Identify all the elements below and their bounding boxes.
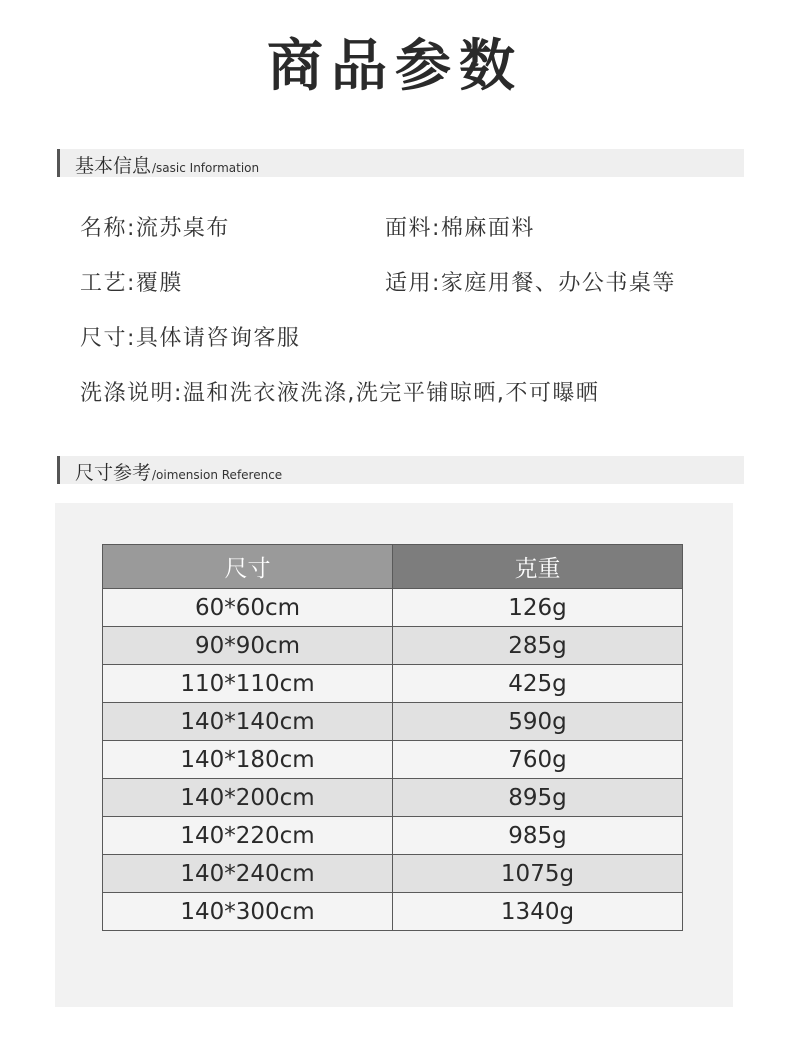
cell-size: 140*240cm bbox=[103, 855, 393, 893]
section-heading-zh-text: 尺寸参考 bbox=[75, 462, 152, 484]
cell-weight: 285g bbox=[393, 627, 683, 665]
cell-weight: 895g bbox=[393, 779, 683, 817]
table-row bbox=[103, 893, 683, 931]
info-fabric: 面料:棉麻面料 bbox=[385, 216, 535, 241]
cell-weight: 1075g bbox=[393, 855, 683, 893]
section-heading-en: /oimension Reference bbox=[152, 468, 283, 482]
cell-weight: 1340g bbox=[393, 893, 683, 931]
info-name: 名称:流苏桌布 bbox=[80, 216, 230, 241]
info-craft: 工艺:覆膜 bbox=[80, 271, 183, 296]
cell-size: 140*200cm bbox=[103, 779, 393, 817]
column-header-size: 尺寸 bbox=[103, 545, 393, 589]
size-weight-table bbox=[102, 544, 683, 931]
table-row bbox=[103, 741, 683, 779]
info-size: 尺寸:具体请咨询客服 bbox=[80, 326, 301, 351]
table-row bbox=[103, 589, 683, 627]
section-heading-zh bbox=[75, 458, 282, 485]
column-header-weight: 克重 bbox=[393, 545, 683, 589]
info-washing: 洗涤说明:温和洗衣液洗涤,洗完平铺晾晒,不可曝晒 bbox=[80, 381, 600, 406]
cell-weight: 126g bbox=[393, 589, 683, 627]
section-header-dimension bbox=[57, 456, 744, 484]
page-title: 商品参数 bbox=[267, 33, 523, 99]
cell-size: 140*220cm bbox=[103, 817, 393, 855]
cell-size: 140*300cm bbox=[103, 893, 393, 931]
cell-weight: 590g bbox=[393, 703, 683, 741]
cell-size: 60*60cm bbox=[103, 589, 393, 627]
table-row bbox=[103, 627, 683, 665]
cell-size: 110*110cm bbox=[103, 665, 393, 703]
cell-size: 90*90cm bbox=[103, 627, 393, 665]
info-usage: 适用:家庭用餐、办公书桌等 bbox=[385, 271, 676, 296]
section-heading-zh bbox=[75, 151, 259, 178]
section-heading-zh-text: 基本信息 bbox=[75, 155, 152, 177]
table-header-row bbox=[103, 545, 683, 589]
table-row bbox=[103, 779, 683, 817]
table-row bbox=[103, 817, 683, 855]
cell-weight: 985g bbox=[393, 817, 683, 855]
cell-size: 140*180cm bbox=[103, 741, 393, 779]
cell-weight: 425g bbox=[393, 665, 683, 703]
table-row bbox=[103, 665, 683, 703]
cell-weight: 760g bbox=[393, 741, 683, 779]
section-header-basic-info bbox=[57, 149, 744, 177]
table-row bbox=[103, 855, 683, 893]
cell-size: 140*140cm bbox=[103, 703, 393, 741]
table-row bbox=[103, 703, 683, 741]
section-heading-en: /sasic Information bbox=[152, 161, 260, 175]
